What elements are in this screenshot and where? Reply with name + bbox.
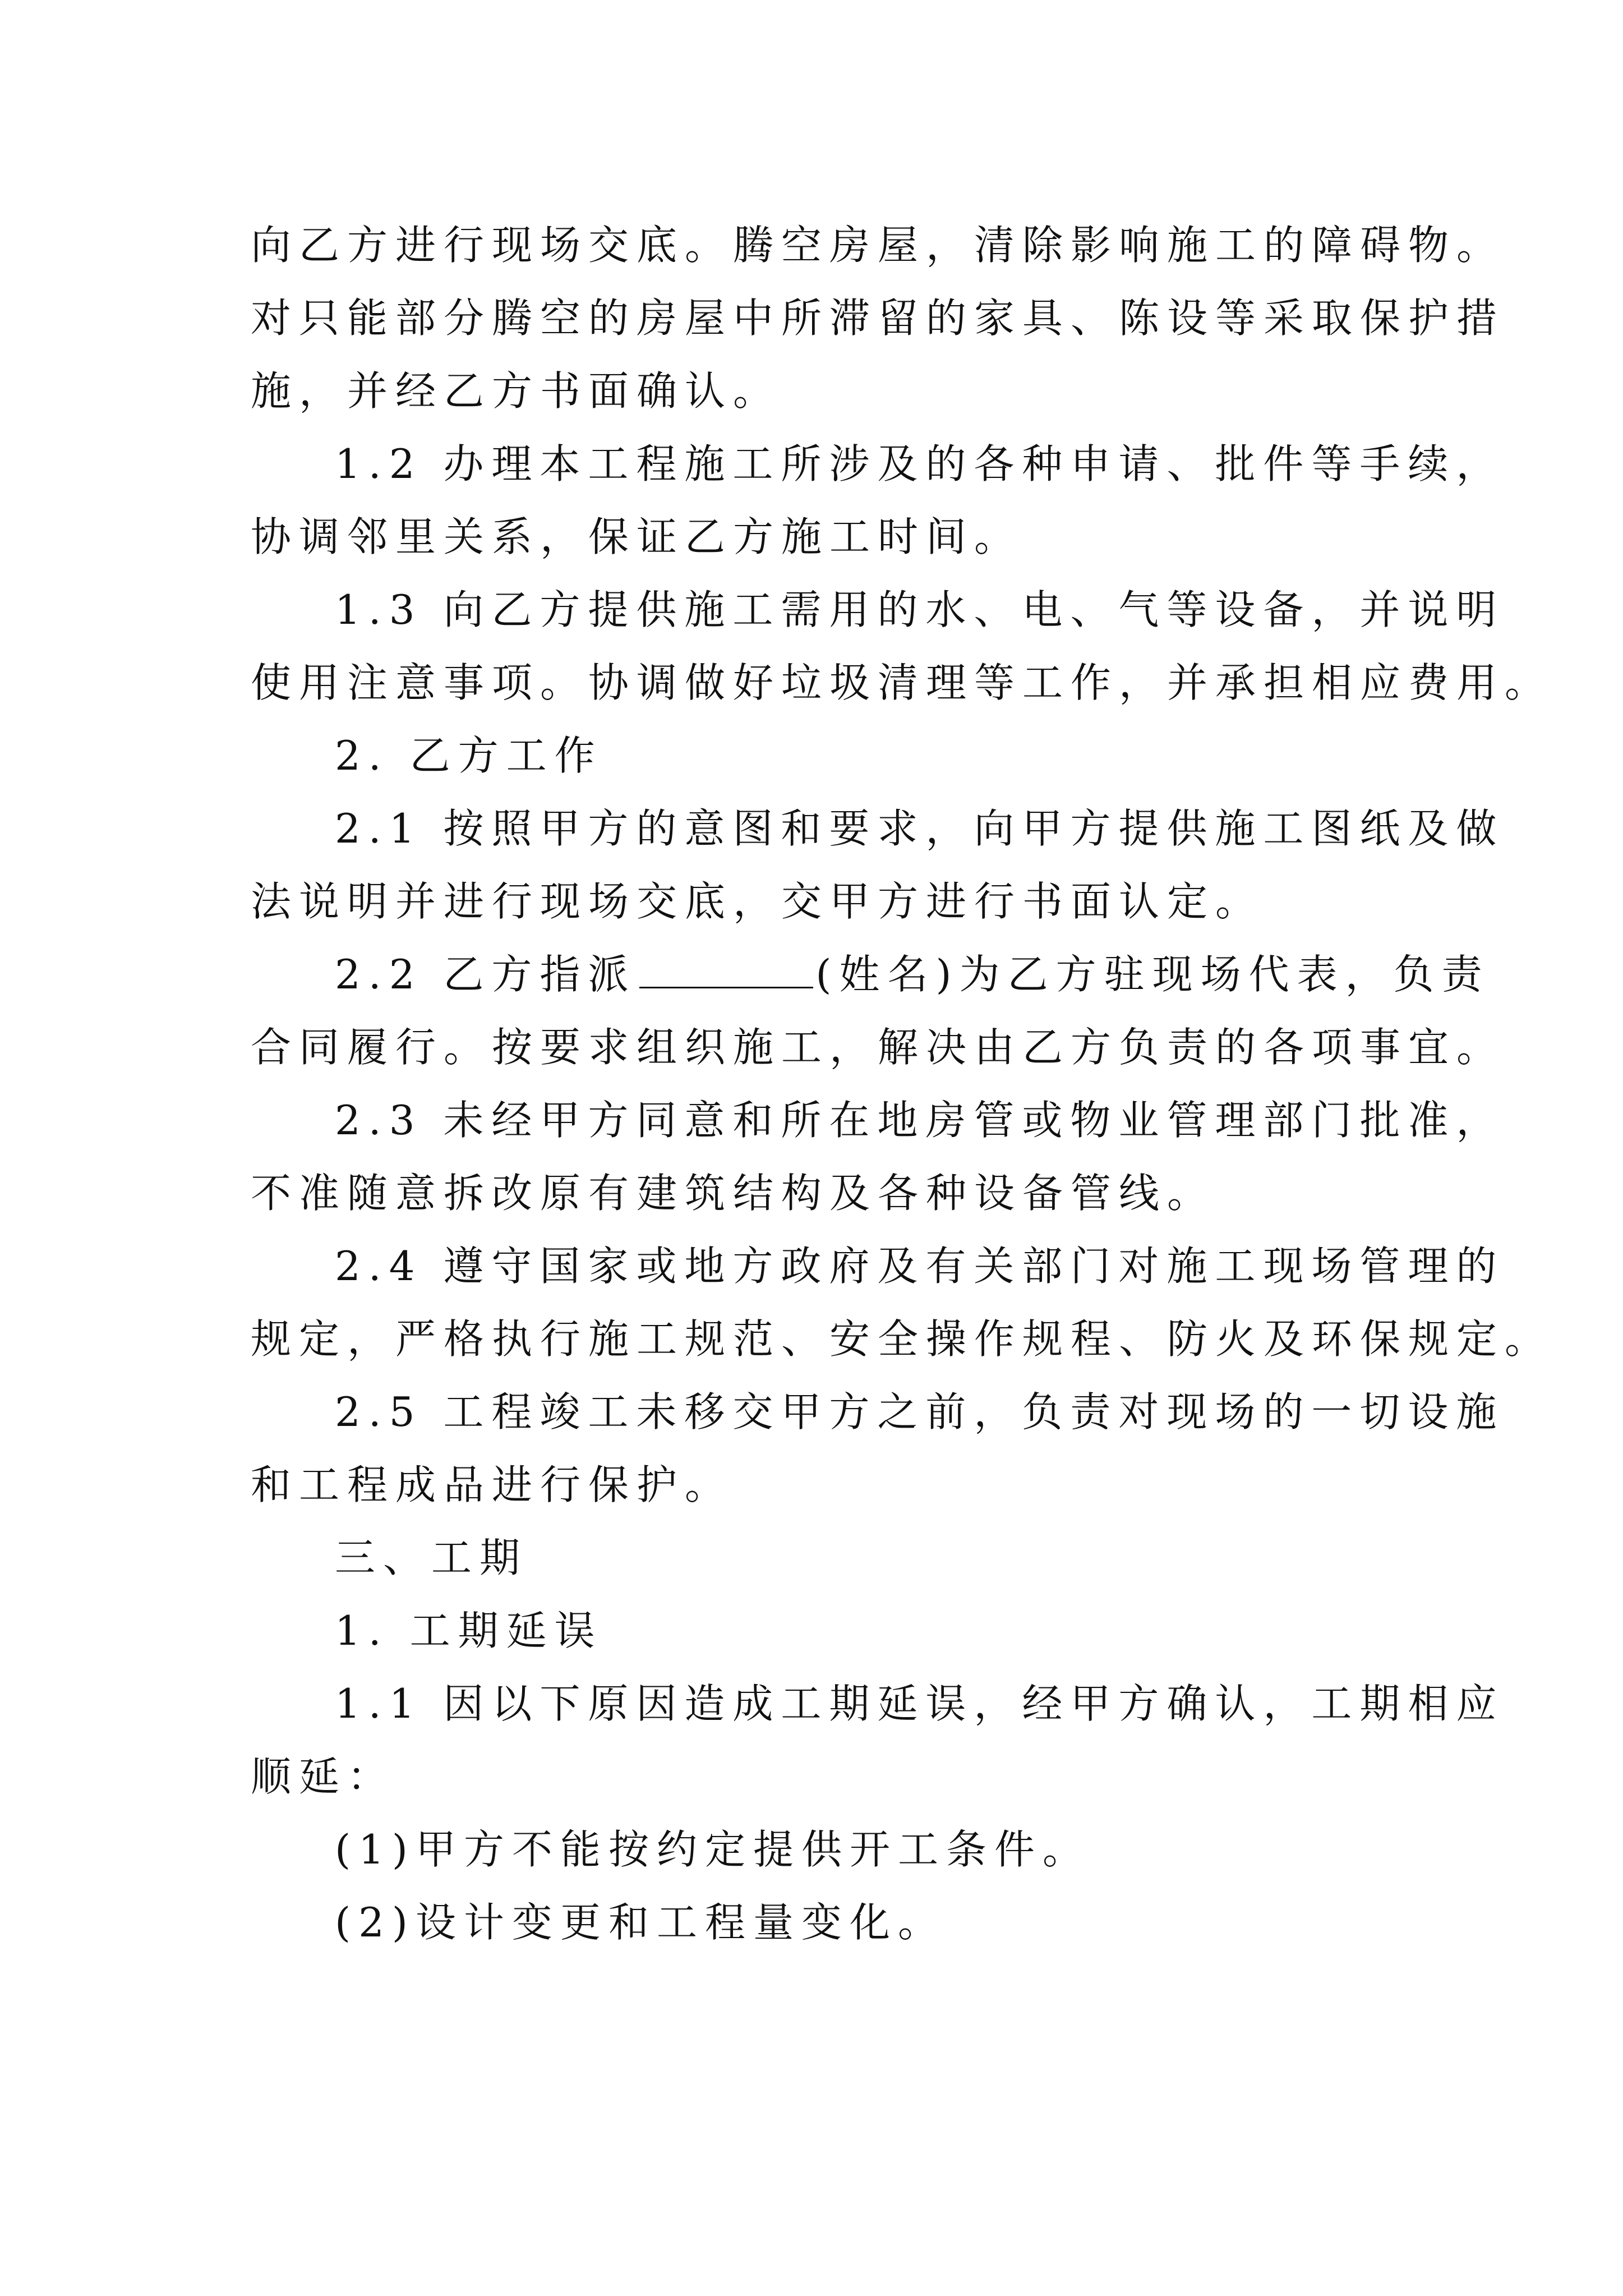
clause-2-3-line-1: 2.3 未经甲方同意和所在地房管或物业管理部门批准， [335,1097,1505,1144]
clause-2-2-line-1 [335,938,1490,1011]
clause-1-3-line-1: 1.3 向乙方提供施工需用的水、电、气等设备，并说明 [335,586,1505,633]
clause-1-1-line-1: 1.1 因以下原因造成工期延误，经甲方确认，工期相应 [335,1680,1505,1727]
clause-2-5-line-2: 和工程成品进行保护。 [251,1461,734,1508]
clause-2-2-suffix: (姓名)为乙方驻现场代表，负责 [815,951,1490,998]
clause-2-2-prefix: 2.2 乙方指派 [335,951,637,998]
clause-2-1-line-2: 法说明并进行现场交底，交甲方进行书面认定。 [251,878,1264,925]
clause-1-1-line-2: 顺延： [251,1753,396,1800]
list-item-1: (1)甲方不能按约定提供开工条件。 [335,1826,1091,1873]
text-line: 对只能部分腾空的房屋中所滞留的家具、陈设等采取保护措 [251,295,1505,342]
clause-2-5-line-1: 2.5 工程竣工未移交甲方之前，负责对现场的一切设施 [335,1388,1505,1435]
clause-2-1-line-1: 2.1 按照甲方的意图和要求，向甲方提供施工图纸及做 [335,805,1505,852]
clause-2-2-line-2: 合同履行。按要求组织施工，解决由乙方负责的各项事宜。 [251,1024,1505,1071]
clause-1-2-line-1: 1.2 办理本工程施工所涉及的各种申请、批件等手续， [335,440,1505,487]
clause-1-2-line-2: 协调邻里关系，保证乙方施工时间。 [251,513,1023,560]
clause-1-3-line-2: 使用注意事项。协调做好垃圾清理等工作，并承担相应费用。 [251,659,1553,706]
section-heading-party-b-work: 2. 乙方工作 [335,732,603,779]
text-line: 施，并经乙方书面确认。 [251,367,782,415]
section-heading-schedule: 三、工期 [335,1534,528,1581]
clause-2-4-line-1: 2.4 遵守国家或地方政府及有关部门对施工现场管理的 [335,1243,1505,1290]
clause-2-4-line-2: 规定，严格执行施工规范、安全操作规程、防火及环保规定。 [251,1315,1553,1363]
list-item-2: (2)设计变更和工程量变化。 [335,1899,946,1946]
text-line: 向乙方进行现场交底。腾空房屋，清除影响施工的障碍物。 [251,222,1505,269]
name-blank-underline [639,954,813,988]
clause-2-3-line-2: 不准随意拆改原有建筑结构及各种设备管线。 [251,1170,1216,1217]
subsection-heading-delay: 1. 工期延误 [335,1607,603,1654]
